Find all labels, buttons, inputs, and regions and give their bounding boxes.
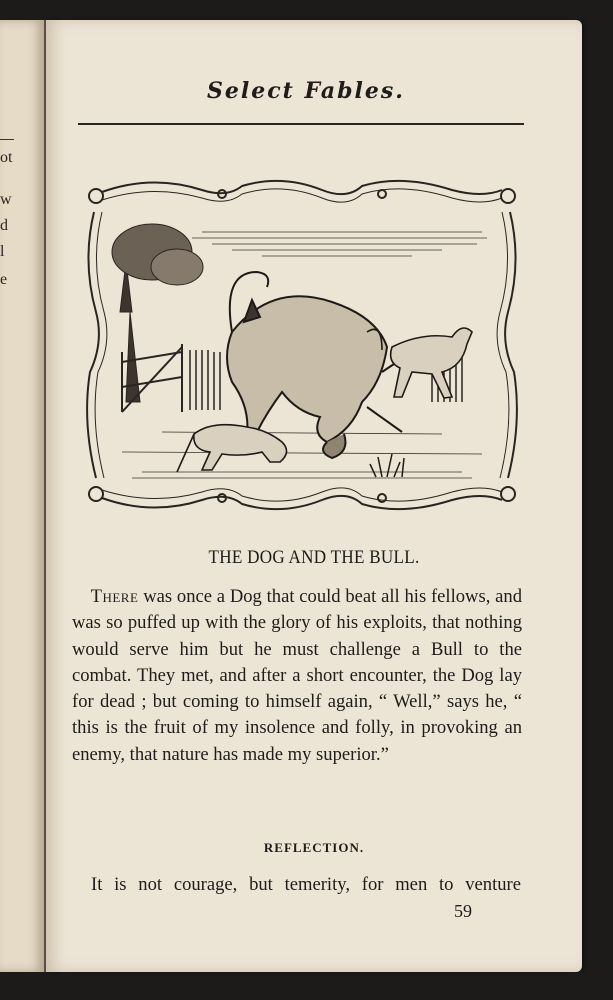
fable-illustration [82, 172, 522, 518]
reflection-first-line: It is not courage, but temerity, for men to venture [91, 874, 521, 895]
left-page-fragment: e [0, 271, 8, 288]
left-page-fragment: w [0, 191, 12, 208]
left-page-fragment: l [0, 243, 5, 260]
book-page [46, 20, 582, 972]
drop-word: There [90, 586, 139, 607]
left-page-edge [0, 20, 46, 972]
left-page-fragment: ot [0, 149, 13, 166]
left-page-rule [0, 139, 14, 140]
fable-body [72, 584, 522, 768]
running-header: Select Fables. [207, 78, 405, 104]
fable-title: THE DOG AND THE BULL. [208, 547, 420, 568]
left-page-fragment: d [0, 217, 8, 234]
header-rule [78, 123, 524, 125]
fable-body-text: was once a Dog that could beat all his fellows, and was so puffed up with the glory of his exploits, that nothing would serve him but he must challenge a Bull to the combat. They met, and after a short encounter, the Dog lay for dead ; but coming to himself again, “ Well,” says he, “ this is the fruit of my insolence and folly, in provoking an enemy, that nature has made my superior.” [72, 586, 523, 765]
bull-and-dog-engraving [82, 172, 522, 518]
page-number: 59 [454, 901, 472, 921]
reflection-heading: REFLECTION. [263, 840, 365, 855]
